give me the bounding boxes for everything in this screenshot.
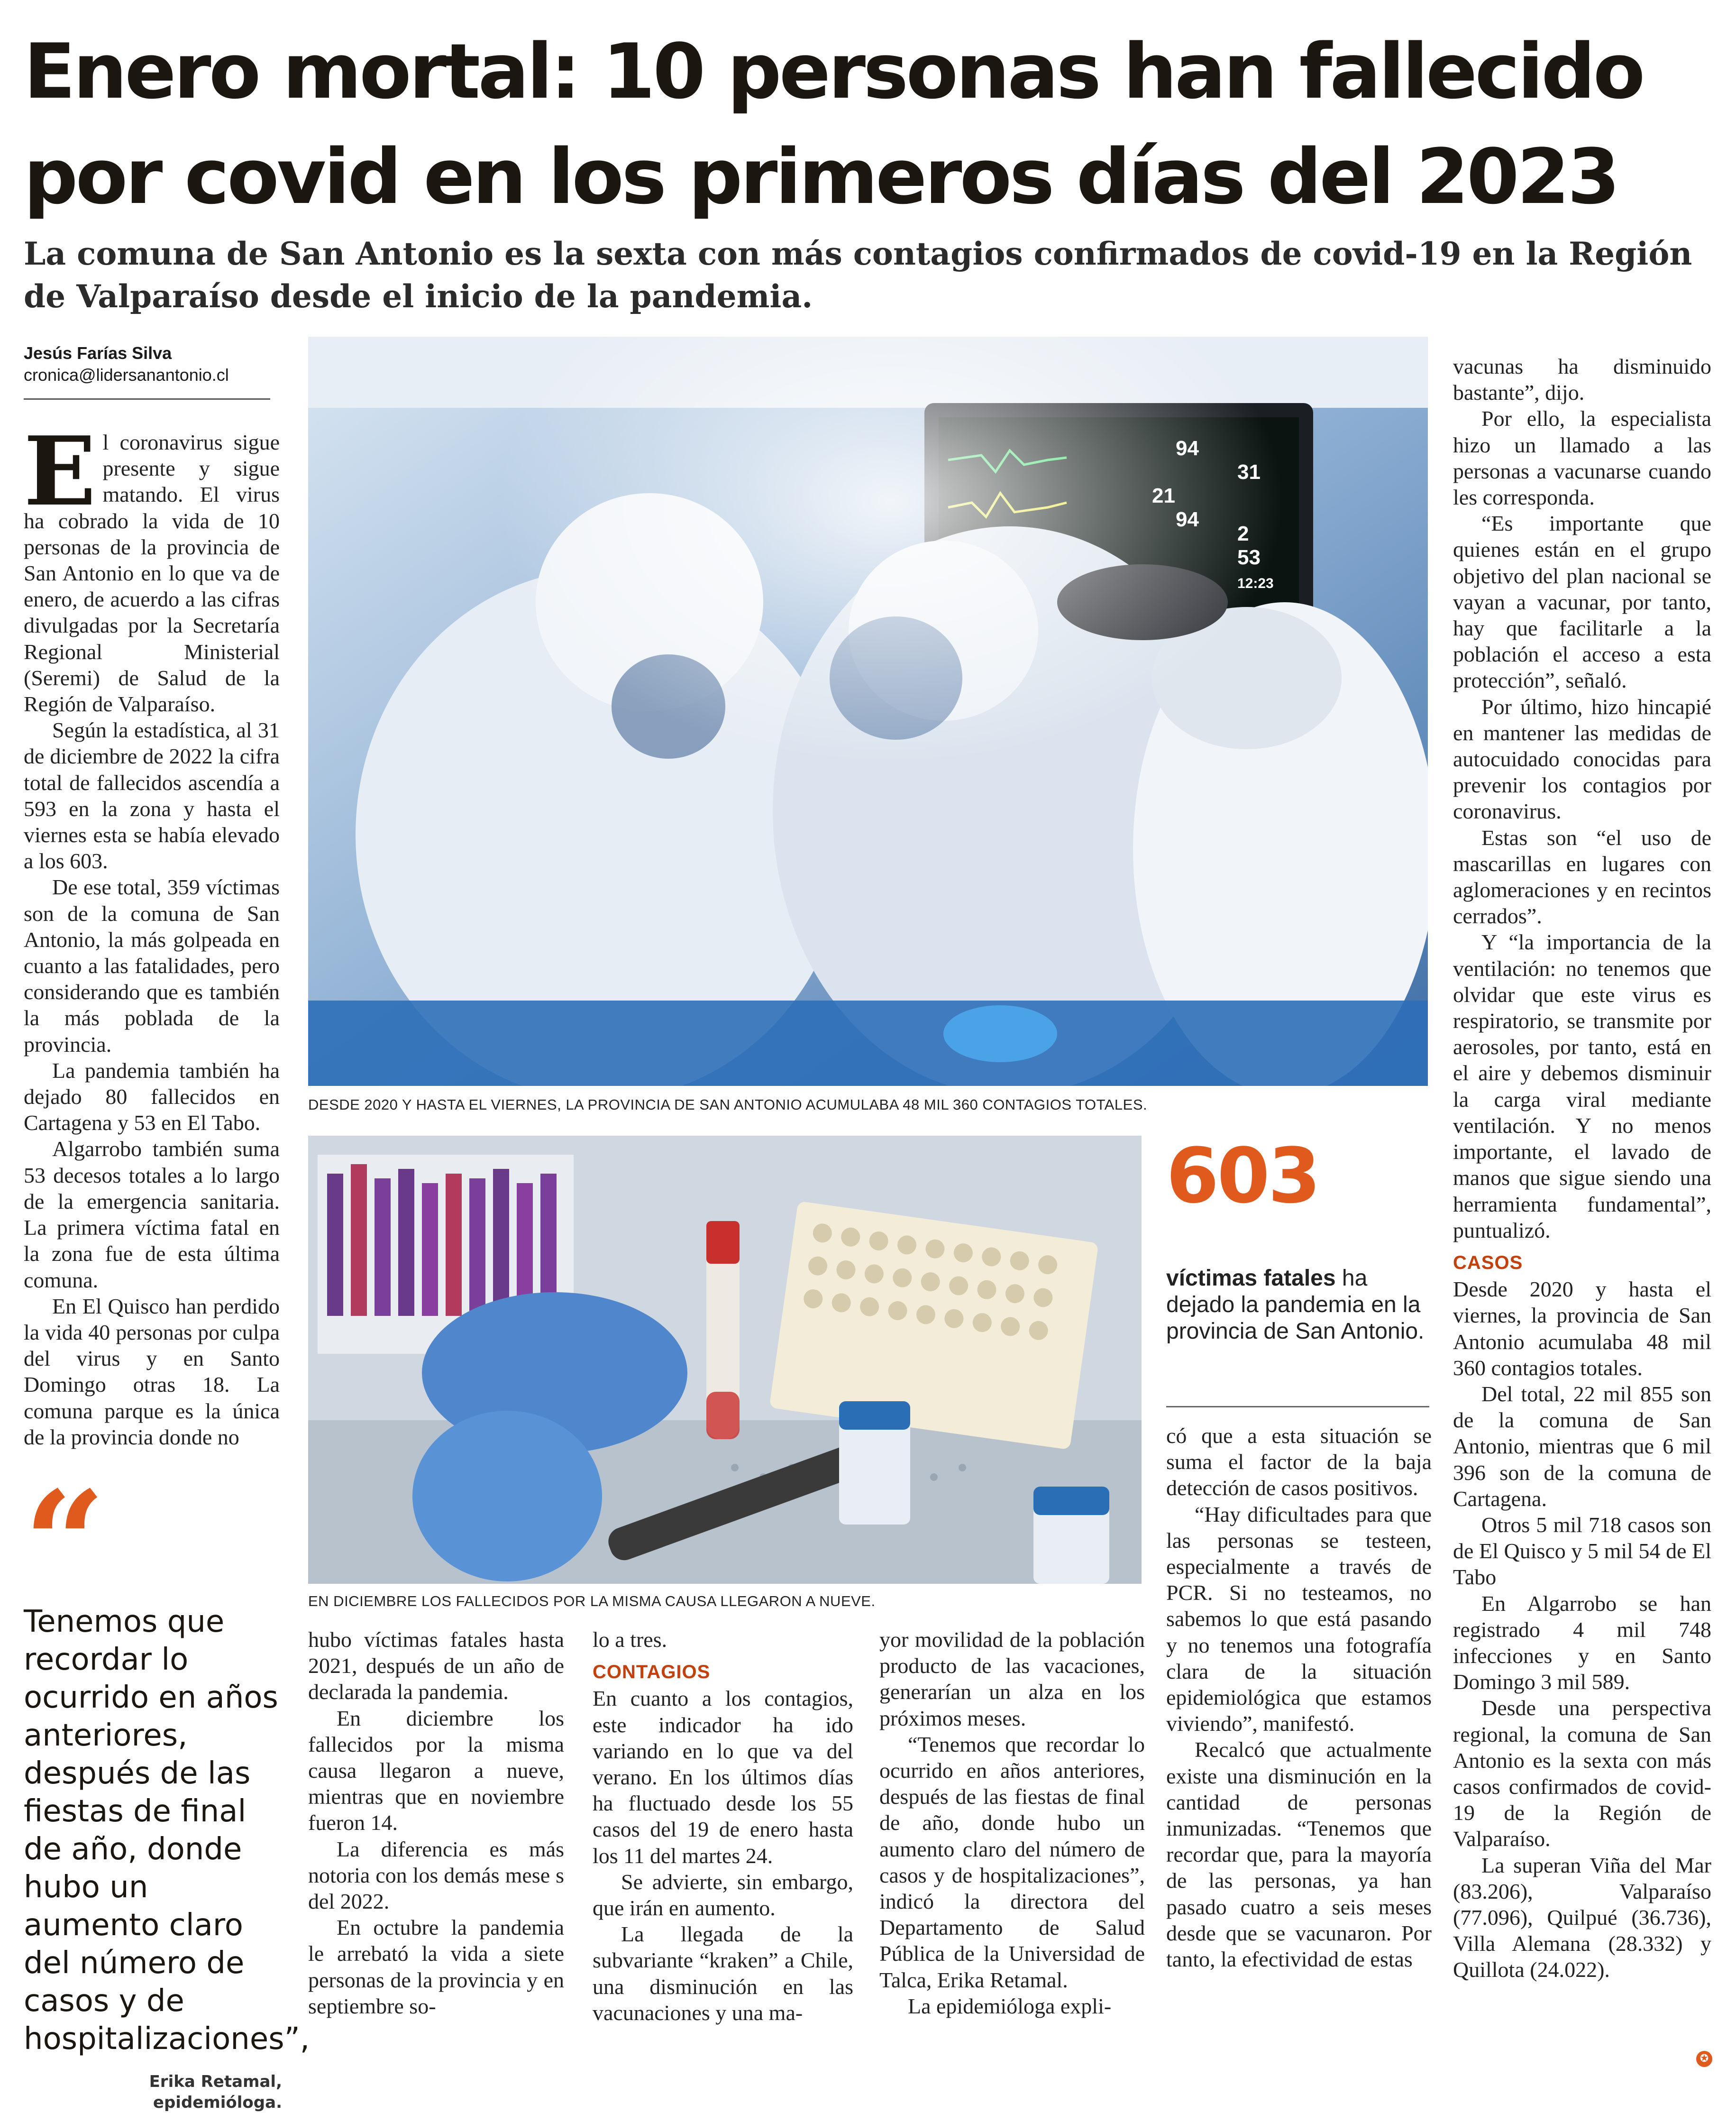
paragraph: En El Quisco han perdido la vida 40 personas por culpa del virus y en Santo Domingo otras 18. La comuna parque es la única de la provincia donde no xyxy=(24,1294,280,1449)
paragraph: Según la estadística, al 31 de diciembre de 2022 la cifra total de fallecidos ascendía a 593 en la zona y hasta el viernes esta se había elevado a los 603. xyxy=(24,718,280,873)
paragraph: có que a esta situación se suma el factor de la baja detección de casos positivos. xyxy=(1166,1424,1432,1500)
stat-label-rest: ha dejado la pandemia en la provincia de San Antonio. xyxy=(1166,1266,1425,1344)
stat-number: 603 xyxy=(1166,1131,1319,1220)
paragraph: La diferencia es más notoria con los demás mese s del 2022. xyxy=(308,1837,564,1914)
paragraph: vacunas ha disminuido bastante”, dijo. xyxy=(1453,354,1711,405)
paragraph: En cuanto a los contagios, este indicador ha ido variando en lo que va del verano. En los últimos días ha fluctuado desde los 55 casos del 19 de enero hasta los 11 del martes 24. xyxy=(593,1686,853,1868)
article-column-6 xyxy=(1453,353,1711,2077)
paragraph: Algarrobo también suma 53 decesos totales a lo largo de la emergencia sanitaria. La primera víctima fatal en la zona fue de esta última comuna. xyxy=(24,1137,280,1292)
paragraph: hubo víctimas fatales hasta 2021, después de un año de declarada la pandemia. xyxy=(308,1627,564,1704)
photo-lab-samples xyxy=(308,1136,1142,1584)
paragraph: Por último, hizo hincapié en mantener las medidas de autocuidado conocidas para prevenir los contagios por coronavirus. xyxy=(1453,694,1711,824)
quote-text: Tenemos que recordar lo ocurrido en años anteriores, después de las fiestas de final de año, donde hubo un aumento claro del número de casos y de hospitalizaciones”, xyxy=(24,1604,310,2057)
article-column-4 xyxy=(879,1626,1145,2077)
stat-label xyxy=(1166,1265,1432,1345)
paragraph: “Hay dificultades para que las personas se testeen, especialmente a través de PCR. Si no testeamos, no sabemos lo que está pasando y no tenemos una fotografía clara de la situación epidemiológica que estamos viviendo”, manifestó. xyxy=(1166,1502,1432,1736)
paragraph: En diciembre los fallecidos por la misma causa llegaron a nueve, mientras que en noviembre fueron 14. xyxy=(308,1706,564,1835)
paragraph: De ese total, 359 víctimas son de la comuna de San Antonio, la más golpeada en cuanto a las fatalidades, pero considerando que es también la más poblada de la provincia. xyxy=(24,875,280,1056)
photo-icu-medical-team xyxy=(308,337,1428,1086)
photo-caption: DESDE 2020 Y HASTA EL VIERNES, LA PROVINCIA DE SAN ANTONIO ACUMULABA 48 MIL 360 CONTAGIOS TOTALES. xyxy=(308,1096,1148,1113)
paragraph: Desde una perspectiva regional, la comuna de San Antonio es la sexta con más casos confirmados de covid-19 de la Región de Valparaíso. xyxy=(1453,1696,1711,1851)
paragraph: “Es importante que quienes están en el grupo objetivo del plan nacional se vayan a vacunar, por tanto, hay que facilitarle a la población el acceso a esta protección”, señaló. xyxy=(1453,511,1711,693)
paragraph: Recalcó que actualmente existe una disminución en la cantidad de personas inmunizadas. “Tenemos que recordar que, para la mayoría de las personas, ya han pasado cuatro a seis meses desde que se vacunaron. Por tanto, la efectividad de estas xyxy=(1166,1737,1432,1972)
headline: Enero mortal: 10 personas han fallecido por covid en los primeros días del 2023 xyxy=(24,27,1643,221)
paragraph: La epidemióloga expli- xyxy=(908,1994,1112,2018)
paragraph: Estas son “el uso de mascarillas en lugares con aglomeraciones y en recintos cerrados”. xyxy=(1453,825,1711,928)
paragraph: La llegada de la subvariante “kraken” a Chile, una disminución en las vacunaciones y una ma- xyxy=(593,1922,853,2025)
paragraph: Del total, 22 mil 855 son de la comuna de San Antonio, mientras que 6 mil 396 son de la comuna de Cartagena. xyxy=(1453,1381,1711,1511)
photo-caption: EN DICIEMBRE LOS FALLECIDOS POR LA MISMA CAUSA LLEGARON A NUEVE. xyxy=(308,1593,876,1609)
paragraph: La pandemia también ha dejado 80 fallecidos en Cartagena y 53 en El Tabo. xyxy=(24,1058,280,1135)
article-column-3 xyxy=(593,1626,853,2077)
article-column-1 xyxy=(24,429,280,1453)
quote-author: Erika Retamal, xyxy=(149,2072,282,2091)
subheadline: La comuna de San Antonio es la sexta con más contagios confirmados de covid-19 en la Región de Valparaíso desde el inicio de la pandemia. xyxy=(24,235,1692,315)
drop-cap: E xyxy=(24,429,96,527)
end-of-article-icon: ✪ xyxy=(1696,2051,1712,2067)
paragraph: En octubre la pandemia le arrebató la vida a siete personas de la provincia y en septiembre so- xyxy=(308,1915,564,2018)
section-heading: CONTAGIOS xyxy=(593,1662,711,1683)
quote-mark-icon: “ xyxy=(24,1460,106,1627)
paragraph: Y “la importancia de la ventilación: no tenemos que olvidar que este virus es respiratorio, se transmite por aerosoles, por tanto, está en el aire y debemos disminuir la carga viral mediante ventilación. Y no menos importante, el lavado de manos que sigue siendo una herramienta fundamental”, puntualizó. xyxy=(1453,930,1711,1242)
paragraph: l coronavirus sigue presente y sigue matando. El virus ha cobrado la vida de 10 personas de la provincia de San Antonio en lo que va de enero, de acuerdo a las cifras divulgadas por la Secretaría Regional Ministerial (Seremi) de Salud de la Región de Valparaíso. xyxy=(24,430,280,717)
byline xyxy=(24,342,270,386)
paragraph: “Tenemos que recordar lo ocurrido en años anteriores, después de las fiestas de final de año, donde hubo un aumento claro del número de casos y de hospitalizaciones”, indicó la directora del Departamento de Salud Pública de la Universidad de Talca, Erika Retamal. xyxy=(879,1732,1145,1992)
paragraph: Por ello, la especialista hizo un llamado a las personas a vacunarse cuando les corresponda. xyxy=(1453,406,1711,510)
paragraph: Otros 5 mil 718 casos son de El Quisco y 5 mil 54 de El Tabo xyxy=(1453,1512,1711,1589)
stat-label-bold: víctimas fatales xyxy=(1166,1266,1336,1291)
paragraph: Se advierte, sin embargo, que irán en aumento. xyxy=(593,1869,853,1920)
paragraph: La superan Viña del Mar (83.206), Valparaíso (77.096), Quilpué (36.736), Villa Alemana (28.332) y Quillota (24.022). xyxy=(1453,1853,1711,1982)
paragraph: yor movilidad de la población producto de las vacaciones, generarían un alza en los próximos meses. xyxy=(879,1627,1145,1730)
byline-divider xyxy=(24,398,270,400)
pull-quote xyxy=(24,1460,310,2113)
author-name: Jesús Farías Silva xyxy=(24,343,172,363)
paragraph: lo a tres. xyxy=(593,1627,667,1652)
paragraph: En Algarrobo se han registrado 4 mil 748 infecciones y en Santo Domingo 3 mil 589. xyxy=(1453,1591,1711,1694)
stat-divider xyxy=(1166,1406,1429,1407)
section-heading: CASOS xyxy=(1453,1252,1523,1273)
quote-author-role: epidemióloga. xyxy=(153,2093,282,2112)
article-column-2 xyxy=(308,1626,564,2077)
paragraph: Desde 2020 y hasta el viernes, la provincia de San Antonio acumulaba 48 mil 360 contagios totales. xyxy=(1453,1277,1711,1380)
article-column-5 xyxy=(1166,1423,1432,2077)
author-email: cronica@lidersanantonio.cl xyxy=(24,365,229,385)
